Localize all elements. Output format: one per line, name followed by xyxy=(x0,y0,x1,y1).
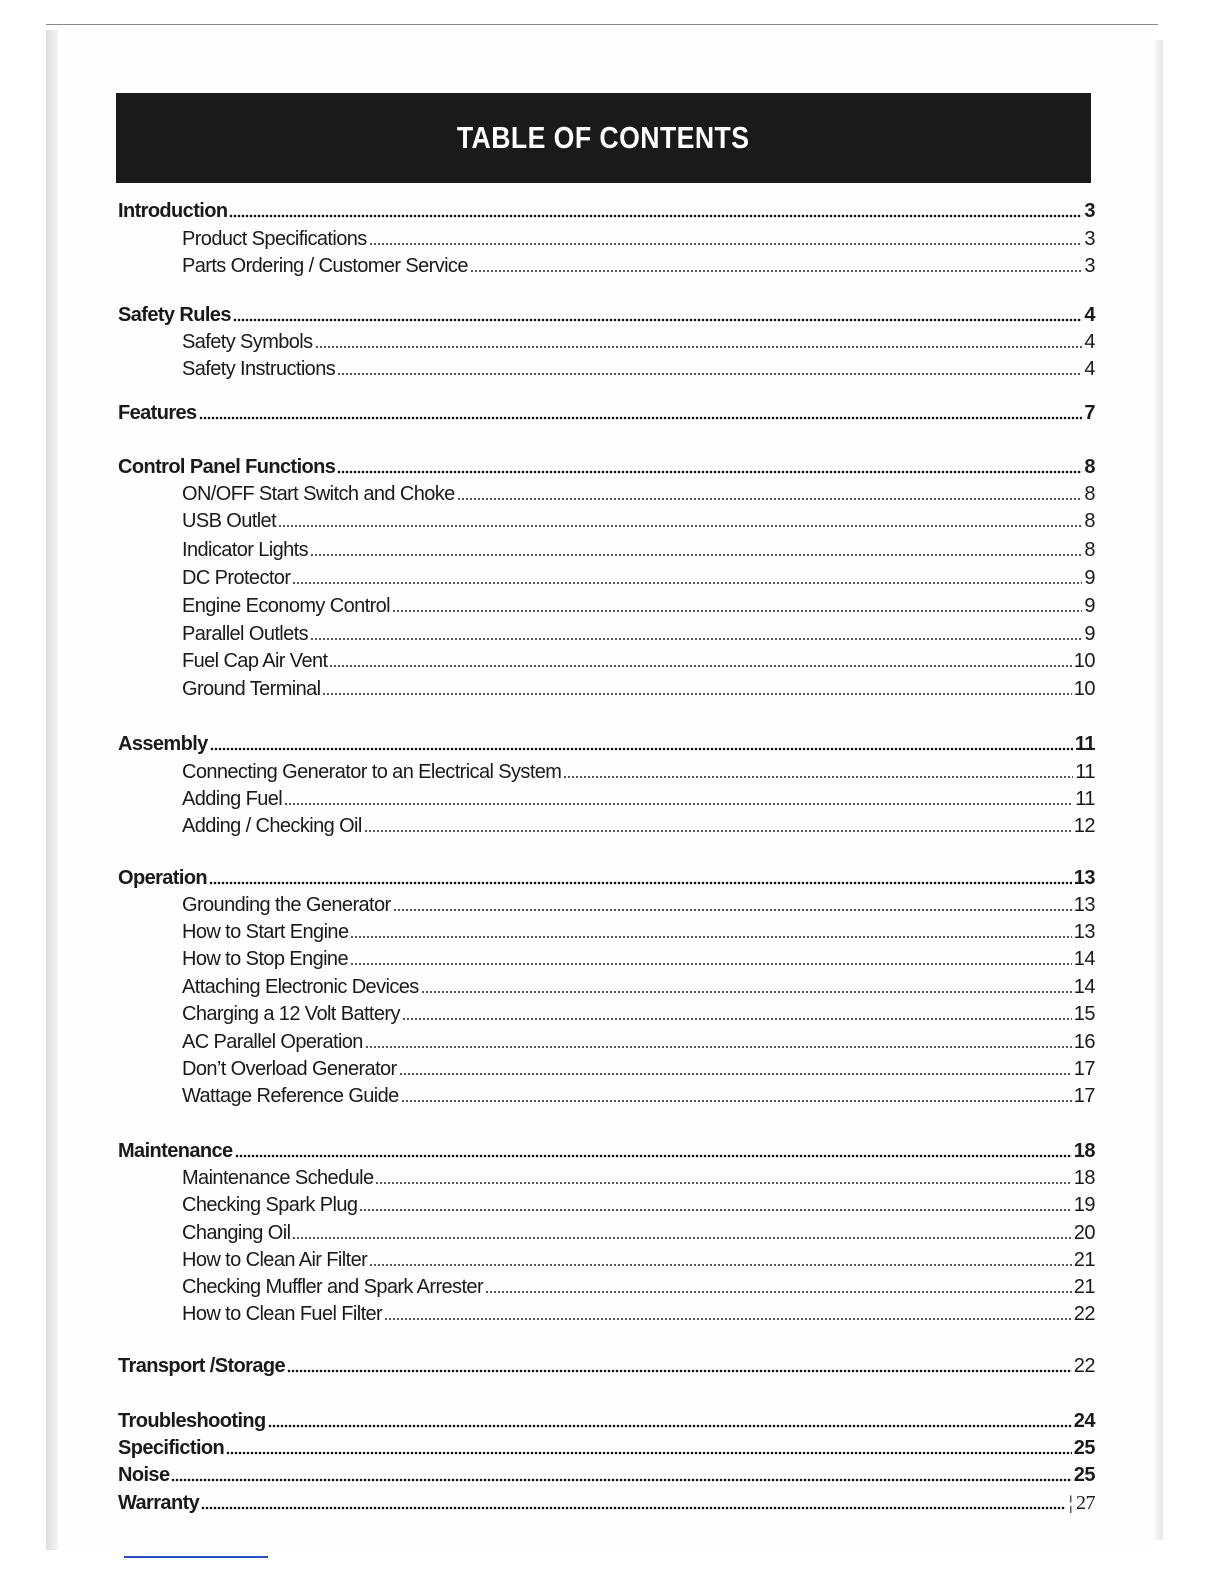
dot-leader xyxy=(315,345,1083,349)
toc-subsection-label: Adding / Checking Oil xyxy=(182,815,362,837)
dot-leader xyxy=(421,990,1072,994)
toc-page-number: 11 xyxy=(1075,788,1095,810)
toc-section-label: Troubleshooting xyxy=(118,1410,266,1432)
dot-leader xyxy=(401,1099,1072,1103)
dot-leader xyxy=(399,1072,1072,1076)
separator-mark: ¦ xyxy=(1068,1493,1073,1513)
toc-page-number: 22 xyxy=(1073,1355,1095,1377)
dot-leader xyxy=(226,1451,1072,1455)
toc-section-row xyxy=(118,732,1095,756)
toc-section-row xyxy=(118,1436,1095,1460)
dot-leader xyxy=(365,1045,1072,1049)
dot-leader xyxy=(235,1154,1072,1158)
toc-subsection-label: Attaching Electronic Devices xyxy=(182,976,419,998)
toc-subsection-label: How to Clean Air Filter xyxy=(182,1249,368,1271)
toc-subsection-row xyxy=(182,947,1095,971)
toc-section-label: Maintenance xyxy=(118,1140,233,1162)
toc-subsection-row xyxy=(182,1166,1095,1190)
toc-subsection-label: DC Protector xyxy=(182,567,291,589)
toc-subsection-label: Parts Ordering / Customer Service xyxy=(182,255,468,277)
toc-subsection-row xyxy=(182,538,1095,562)
dot-leader xyxy=(210,747,1073,751)
toc-subsection-label: USB Outlet xyxy=(182,510,277,532)
dot-leader xyxy=(284,802,1073,806)
toc-subsection-row xyxy=(182,1057,1095,1081)
toc-section-row xyxy=(118,1491,1095,1515)
toc-section-row xyxy=(118,199,1095,223)
toc-section-label: Operation xyxy=(118,867,208,889)
bottom-blue-mark xyxy=(124,1556,268,1558)
toc-page-number: 17 xyxy=(1073,1058,1095,1080)
dot-leader xyxy=(364,829,1072,833)
toc-page-number: 22 xyxy=(1073,1303,1095,1325)
toc-subsection-label: Checking Muffler and Spark Arrester xyxy=(182,1276,484,1298)
toc-page-number: 8 xyxy=(1084,483,1095,505)
dot-leader xyxy=(287,1369,1072,1373)
toc-subsection-row xyxy=(182,227,1095,251)
toc-subsection-row xyxy=(182,1275,1095,1299)
toc-subsection-row xyxy=(182,594,1095,618)
toc-section-label: Transport /Storage xyxy=(118,1355,286,1377)
toc-subsection-label: Don’t Overload Generator xyxy=(182,1058,397,1080)
toc-page-number: 16 xyxy=(1073,1031,1095,1053)
dot-leader xyxy=(369,1263,1072,1267)
toc-page-number: 4 xyxy=(1084,304,1095,326)
toc-subsection-label: How to Stop Engine xyxy=(182,948,348,970)
toc-page-number: 10 xyxy=(1073,650,1095,672)
toc-subsection-row xyxy=(182,677,1095,701)
toc-subsection-label: Engine Economy Control xyxy=(182,595,391,617)
toc-subsection-label: Wattage Reference Guide xyxy=(182,1085,399,1107)
toc-subsection-row xyxy=(182,787,1095,811)
toc-subsection-label: Charging a 12 Volt Battery xyxy=(182,1003,400,1025)
toc-subsection-row xyxy=(182,975,1095,999)
toc-subsection-row xyxy=(182,622,1095,646)
toc-subsection-row xyxy=(182,1302,1095,1326)
dot-leader xyxy=(369,242,1083,246)
dot-leader xyxy=(201,1506,1066,1510)
toc-page-number: 8 xyxy=(1084,456,1095,478)
dot-leader xyxy=(485,1290,1072,1294)
toc-section-row xyxy=(118,303,1095,327)
toc-page-number: 24 xyxy=(1073,1410,1095,1432)
toc-section-label: Assembly xyxy=(118,733,208,755)
page-title: TABLE OF CONTENTS xyxy=(457,120,750,155)
toc-subsection-row xyxy=(182,893,1095,917)
toc-page-number: 13 xyxy=(1073,867,1095,889)
toc-page-number: 3 xyxy=(1084,228,1095,250)
dot-leader xyxy=(292,581,1082,585)
toc-subsection-row xyxy=(182,920,1095,944)
dot-leader xyxy=(209,881,1072,885)
toc-section-label: Warranty xyxy=(118,1492,200,1514)
dot-leader xyxy=(337,470,1082,474)
toc-page-number: 19 xyxy=(1073,1194,1095,1216)
dot-leader xyxy=(322,692,1071,696)
toc-page-number: 27 xyxy=(1076,1492,1095,1514)
dot-leader xyxy=(393,908,1072,912)
dot-leader xyxy=(384,1317,1072,1321)
dot-leader xyxy=(402,1017,1072,1021)
toc-page-number: 11 xyxy=(1075,761,1095,783)
toc-page-number: 9 xyxy=(1084,567,1095,589)
toc-page-number: 12 xyxy=(1073,815,1095,837)
toc-section-label: Features xyxy=(118,402,197,424)
toc-page-number: 13 xyxy=(1073,921,1095,943)
toc-subsection-row xyxy=(182,482,1095,506)
toc-section-row xyxy=(118,1139,1095,1163)
toc-page-number: 25 xyxy=(1073,1437,1095,1459)
toc-subsection-row xyxy=(182,566,1095,590)
toc-page-number: 15 xyxy=(1073,1003,1095,1025)
toc-subsection-row xyxy=(182,330,1095,354)
dot-leader xyxy=(233,318,1083,322)
toc-section-row xyxy=(118,1354,1095,1378)
toc-page-number: 10 xyxy=(1073,678,1095,700)
toc-section-row xyxy=(118,1463,1095,1487)
toc-section-row xyxy=(118,401,1095,425)
toc-subsection-label: Indicator Lights xyxy=(182,539,309,561)
toc-subsection-label: How to Start Engine xyxy=(182,921,349,943)
dot-leader xyxy=(350,935,1071,939)
toc-page-number: 18 xyxy=(1073,1167,1095,1189)
toc-page-number: 9 xyxy=(1084,623,1095,645)
toc-subsection-label: How to Clean Fuel Filter xyxy=(182,1303,383,1325)
toc-section-row xyxy=(118,1409,1095,1433)
dot-leader xyxy=(310,553,1082,557)
dot-leader xyxy=(229,214,1082,218)
toc-page-number: 20 xyxy=(1073,1222,1095,1244)
toc-page-number: 13 xyxy=(1073,894,1095,916)
toc-page-number: 14 xyxy=(1073,948,1095,970)
toc-subsection-row xyxy=(182,649,1095,673)
toc-subsection-label: Changing Oil xyxy=(182,1222,291,1244)
toc-page-number: 21 xyxy=(1073,1276,1095,1298)
toc-subsection-row xyxy=(182,1030,1095,1054)
dot-leader xyxy=(310,637,1082,641)
toc-subsection-row xyxy=(182,357,1095,381)
toc-section-label: Specifiction xyxy=(118,1437,225,1459)
toc-page-number: 7 xyxy=(1084,402,1095,424)
toc-page-number: 17 xyxy=(1073,1085,1095,1107)
dot-leader xyxy=(337,372,1082,376)
toc-subsection-label: AC Parallel Operation xyxy=(182,1031,363,1053)
dot-leader xyxy=(171,1478,1071,1482)
toc-subsection-label: Product Specifications xyxy=(182,228,367,250)
toc-subsection-row xyxy=(182,1193,1095,1217)
toc-page-number: 18 xyxy=(1073,1140,1095,1162)
toc-page-number: 25 xyxy=(1073,1464,1095,1486)
toc-subsection-label: Adding Fuel xyxy=(182,788,283,810)
dot-leader xyxy=(350,962,1072,966)
toc-page-number: 4 xyxy=(1084,331,1095,353)
toc-subsection-row xyxy=(182,760,1095,784)
dot-leader xyxy=(292,1236,1071,1240)
dot-leader xyxy=(563,775,1073,779)
toc-page-number: 3 xyxy=(1084,200,1095,222)
toc-subsection-label: Ground Terminal xyxy=(182,678,321,700)
toc-section-label: Noise xyxy=(118,1464,170,1486)
dot-leader xyxy=(329,664,1071,668)
dot-leader xyxy=(359,1208,1071,1212)
toc-subsection-label: Parallel Outlets xyxy=(182,623,309,645)
toc-subsection-row xyxy=(182,1084,1095,1108)
toc-subsection-row xyxy=(182,814,1095,838)
dot-leader xyxy=(268,1424,1072,1428)
toc-subsection-row xyxy=(182,1221,1095,1245)
toc-section-row xyxy=(118,455,1095,479)
dot-leader xyxy=(199,416,1083,420)
dot-leader xyxy=(392,609,1082,613)
toc-page-number: 11 xyxy=(1074,733,1095,755)
toc-page-number: 8 xyxy=(1084,510,1095,532)
toc-page-number: 8 xyxy=(1084,539,1095,561)
toc-subsection-label: Grounding the Generator xyxy=(182,894,391,916)
toc-section-row xyxy=(118,866,1095,890)
toc-subsection-label: Checking Spark Plug xyxy=(182,1194,358,1216)
toc-section-label: Introduction xyxy=(118,200,228,222)
toc-subsection-row xyxy=(182,254,1095,278)
dot-leader xyxy=(457,497,1083,501)
toc-subsection-label: Maintenance Schedule xyxy=(182,1167,374,1189)
toc-subsection-label: Safety Symbols xyxy=(182,331,313,353)
toc-section-label: Control Panel Functions xyxy=(118,456,336,478)
toc-page-number: 9 xyxy=(1084,595,1095,617)
toc-subsection-row xyxy=(182,1248,1095,1272)
toc-subsection-label: Fuel Cap Air Vent xyxy=(182,650,328,672)
toc-subsection-row xyxy=(182,509,1095,533)
dot-leader xyxy=(278,524,1082,528)
toc-page-number: 14 xyxy=(1073,976,1095,998)
toc-section-label: Safety Rules xyxy=(118,304,231,326)
dot-leader xyxy=(470,269,1083,273)
toc-subsection-row xyxy=(182,1002,1095,1026)
toc-page-number: 21 xyxy=(1073,1249,1095,1271)
toc-subsection-label: Connecting Generator to an Electrical System xyxy=(182,761,562,783)
toc-page-number: 3 xyxy=(1084,255,1095,277)
dot-leader xyxy=(375,1181,1071,1185)
toc-page-number: 4 xyxy=(1084,358,1095,380)
toc-subsection-label: Safety Instructions xyxy=(182,358,336,380)
toc-subsection-label: ON/OFF Start Switch and Choke xyxy=(182,483,455,505)
